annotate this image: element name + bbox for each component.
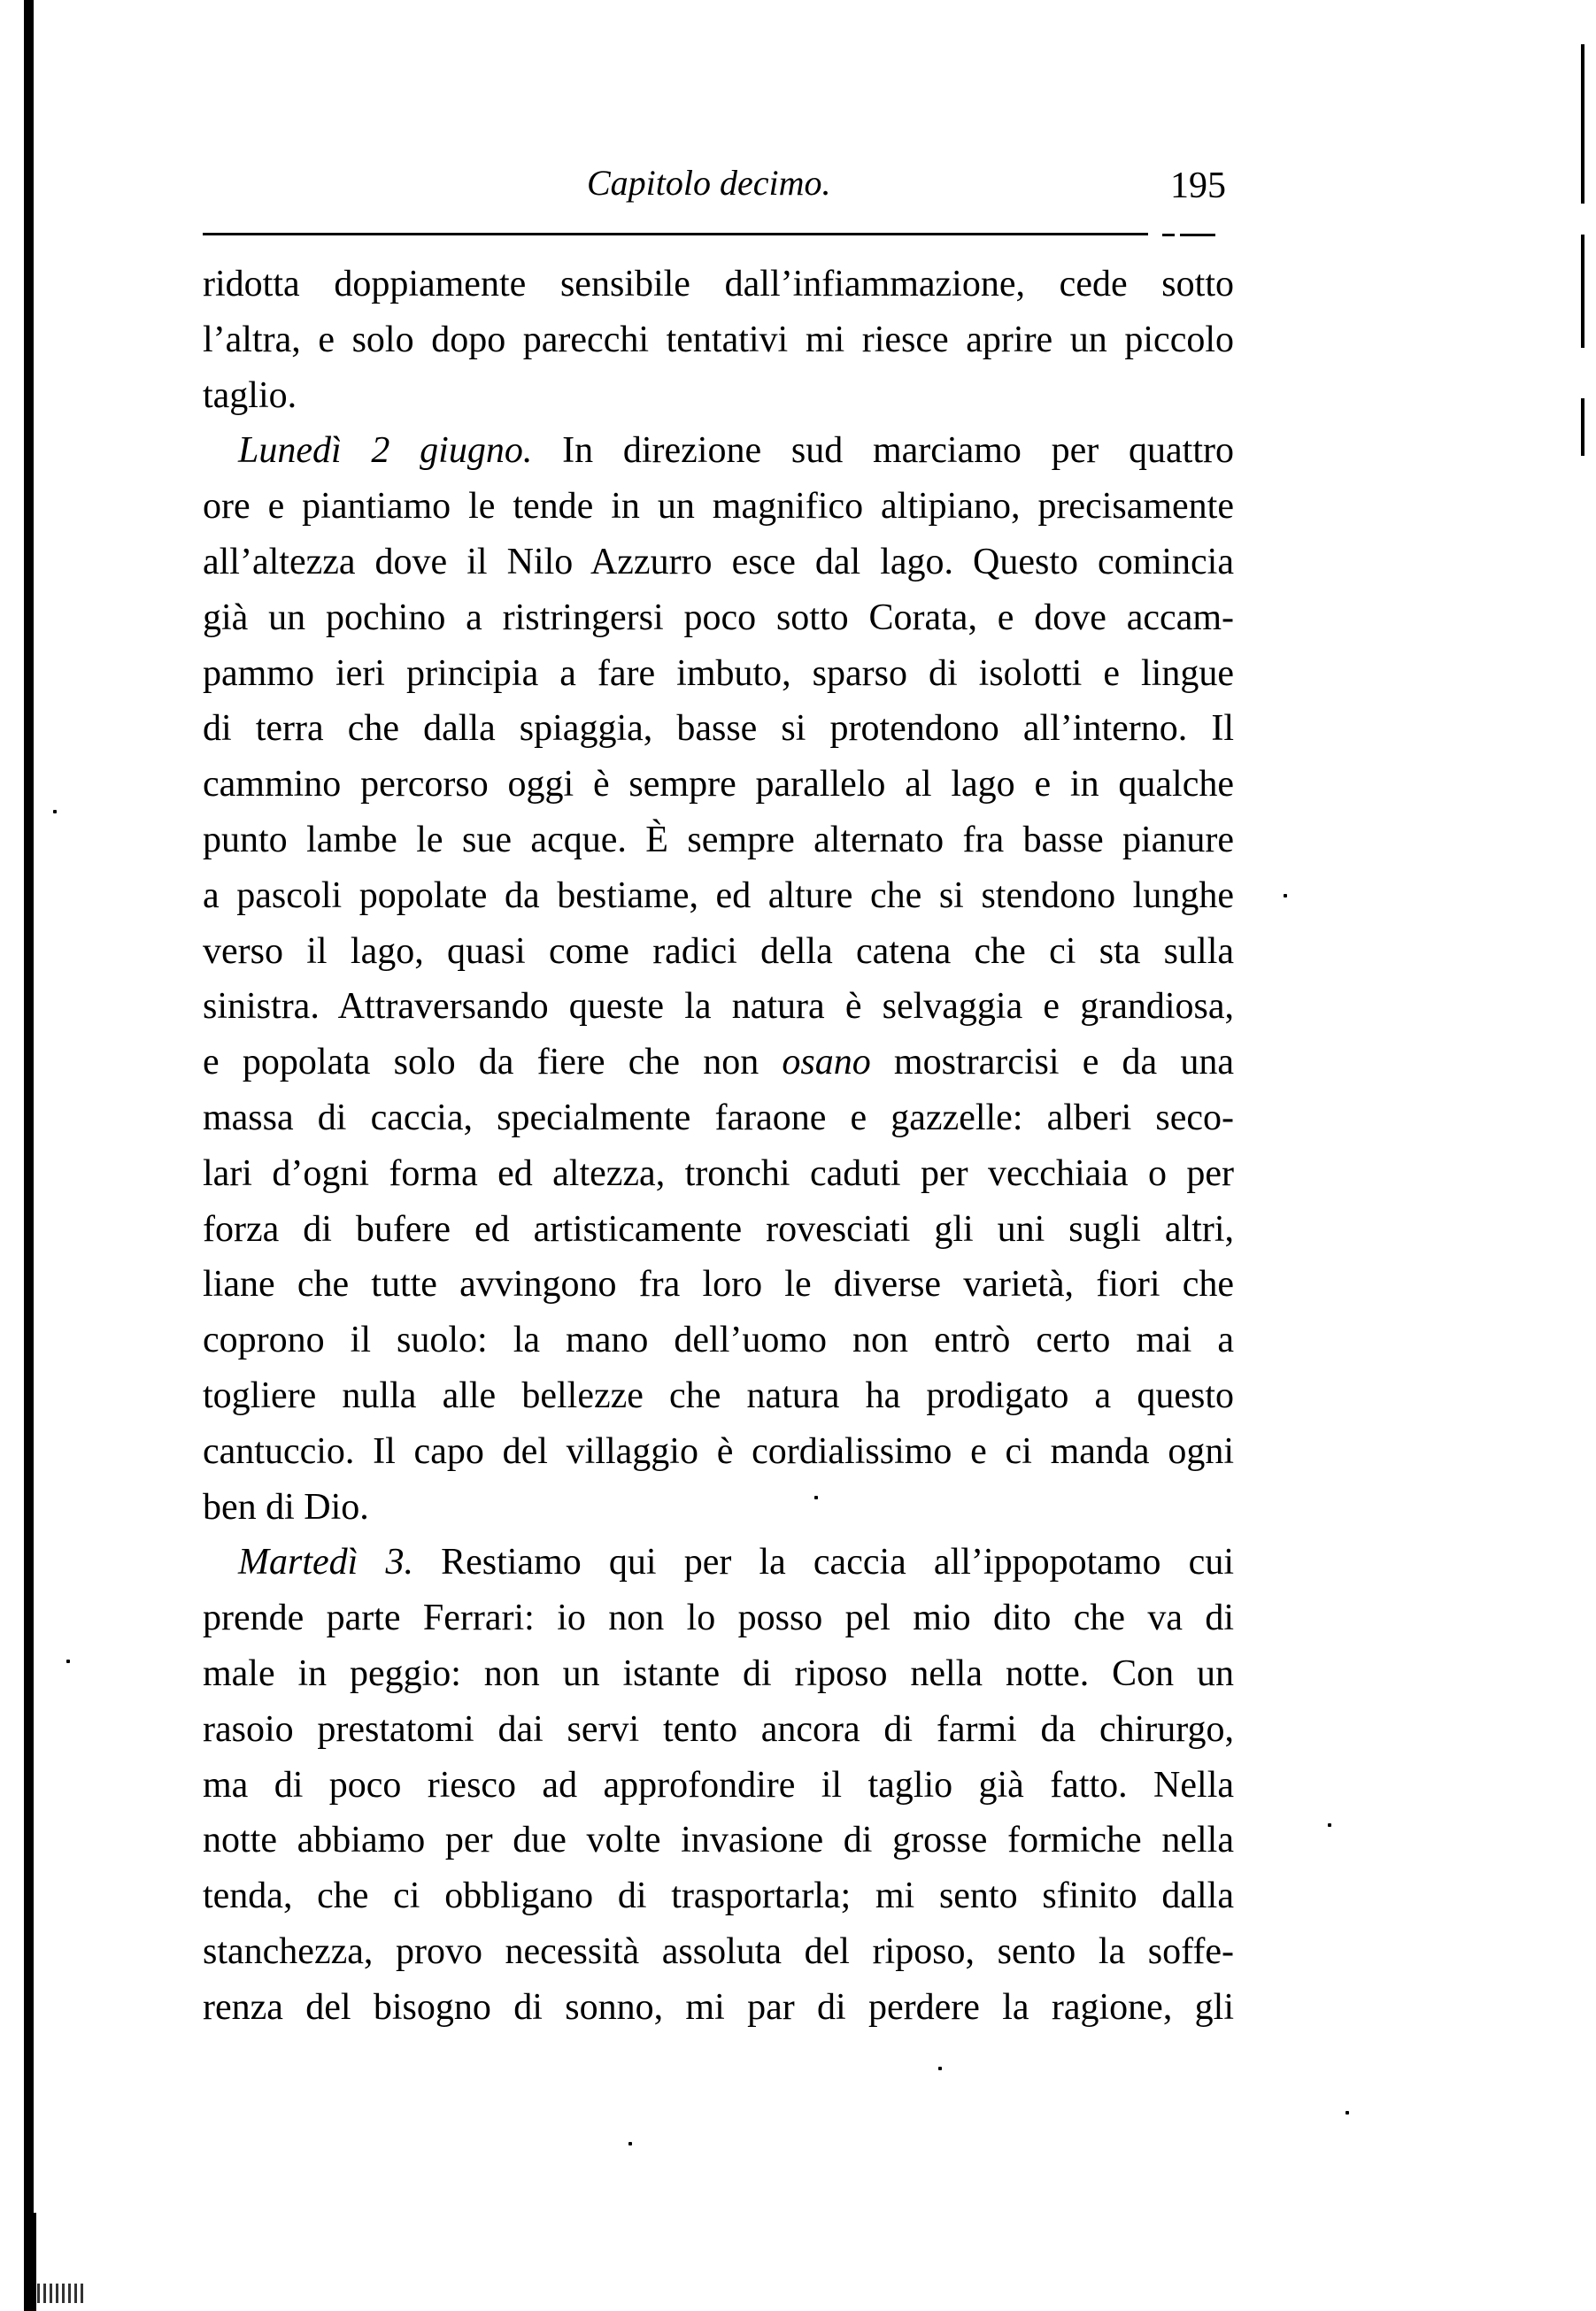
text-line: lari d’ogni forma ed altezza, tronchi caduti per vecchiaia o per [203,1152,1234,1194]
text-line: all’altezza dove il Nilo Azzurro esce dal lago. Questo comincia [203,541,1234,582]
text-line: sinistra. Attraversando queste la natura è selvaggia e grandiosa, [203,986,1234,1028]
text-span: Restiamo qui per la caccia all’ippopotamo cui [412,1542,1234,1583]
scan-speck [628,2142,632,2145]
scan-speck [1345,2111,1349,2115]
scan-edge-mark [1581,235,1584,348]
text-line: togliere nulla alle bellezze che natura ha prodigato a questo [203,1375,1234,1416]
text-span: mostrarcisi e da una [870,1042,1234,1083]
text-line: forza di bufere ed artisticamente rovesciati gli uni sugli altri, [203,1208,1234,1250]
scan-binding-edge-foot [25,2213,36,2311]
text-line [203,423,1234,479]
scan-smudge [37,2284,86,2303]
text-line: ma di poco riesco ad approfondire il taglio già fatto. Nella [203,1764,1234,1806]
scan-edge-mark [1581,44,1584,204]
text-line: ridotta doppiamente sensibile dall’infiammazione, cede sotto [203,264,1234,304]
text-line: renza del bisogno di sonno, mi par di perdere la ragione, gli [203,1986,1234,2028]
text-line: pammo ieri principia a fare imbuto, sparso di isolotti e lingue [203,652,1234,694]
text-line: taglio. [203,374,297,416]
text-line: coprono il suolo: la mano dell’uomo non entrò certo mai a [203,1320,1234,1361]
scan-speck [938,2067,942,2070]
scan-speck [814,1496,818,1499]
scan-binding-edge [24,0,34,2311]
text-line: prende parte Ferrari: io non lo posso pel mio dito che va di [203,1598,1234,1639]
date-heading: Lunedì 2 giugno. [238,430,533,472]
text-line: a pascoli popolate da bestiame, ed alture che si stendono lunghe [203,874,1234,916]
text-line: punto lambe le sue acque. È sempre alternato fra basse pianure [203,819,1234,860]
text-line: male in peggio: non un istante di riposo nella notte. Con un [203,1652,1234,1694]
text-line: verso il lago, quasi come radici della catena che ci sta sulla [203,930,1234,972]
text-line: liane che tutte avvingono fra loro le diverse varietà, fiori che [203,1264,1234,1306]
scan-speck [66,1660,70,1663]
text-line: tenda, che ci obbligano di trasportarla; mi sento sfinito dalla [203,1876,1234,1917]
scan-speck [1284,894,1287,897]
text-line: cantuccio. Il capo del villaggio è cordialissimo e ci manda ogni [203,1430,1234,1472]
text-line: cammino percorso oggi è sempre parallelo al lago e in qualche [203,764,1234,805]
text-span: In direzione sud marciamo per quattro [532,430,1234,472]
scan-edge-mark [1581,398,1584,456]
text-line: rasoio prestatomi dai servi tento ancora di farmi da chirurgo, [203,1708,1234,1750]
header-rule [203,233,1148,235]
header-rule-dash [1180,234,1215,236]
text-line: massa di caccia, specialmente faraone e gazzelle: alberi seco- [203,1097,1234,1138]
text-line: già un pochino a ristringersi poco sotto Corata, e dove accam- [203,597,1234,638]
scan-speck [1328,1823,1331,1827]
date-heading: Martedì 3. [238,1542,413,1583]
text-line: di terra che dalla spiaggia, basse si protendono all’interno. Il [203,708,1234,750]
text-span: e popolata solo da fiere che non [203,1042,783,1083]
body-text [203,257,1234,2036]
header-rule-dash [1162,234,1175,236]
emphasis: osano [782,1042,871,1083]
text-line: ben di Dio. [203,1486,369,1528]
text-line [203,1535,1234,1591]
text-line: notte abbiamo per due volte invasione di grosse formiche nella [203,1820,1234,1861]
scan-speck [53,810,57,813]
text-line: stanchezza, provo necessità assoluta del riposo, sento la soffe- [203,1930,1234,1972]
text-line: l’altra, e solo dopo parecchi tentativi mi riesce aprire un piccolo [203,319,1234,360]
running-title: Capitolo decimo. [587,163,831,203]
text-line [203,1035,1234,1090]
page-number: 195 [1170,166,1226,206]
text-line: ore e piantiamo le tende in un magnifico altipiano, precisamente [203,486,1234,528]
